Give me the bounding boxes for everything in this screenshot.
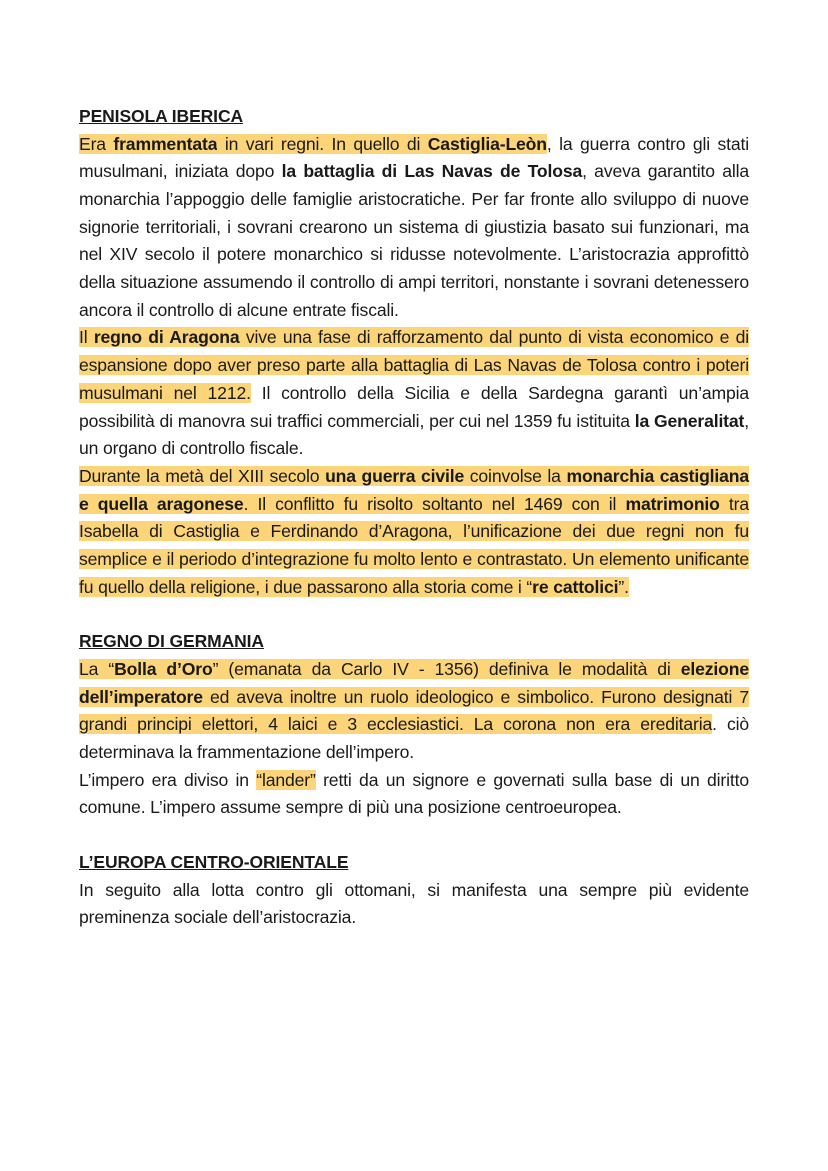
highlighted-text: coinvolse la <box>464 465 567 486</box>
paragraph <box>79 877 749 932</box>
highlighted-text: ed aveva inoltre un ruolo ideologico e simbolico. Furono designati 7 grandi principi elettori, 4 laici e 3 ecclesiastici. La corona non era ereditaria <box>79 686 749 735</box>
section <box>79 103 749 601</box>
text-run: , un organo di controllo fiscale. <box>79 410 749 459</box>
highlighted-text: Durante la metà del XIII secolo <box>79 465 326 486</box>
highlighted-text: ”. <box>618 576 629 597</box>
text-run: L’impero era diviso in <box>79 769 257 790</box>
bold-text: regno di Aragona <box>93 327 240 348</box>
highlighted-text: “lander” <box>256 769 316 790</box>
bold-text: la Generalitat <box>634 410 745 431</box>
highlighted-text <box>325 466 464 486</box>
highlighted-text <box>532 577 618 597</box>
bold-text: re cattolici <box>532 576 619 597</box>
text-run: . ciò determinava la frammentazione dell’impero. <box>79 714 749 763</box>
bold-text: una guerra civile <box>325 465 465 486</box>
text-run <box>282 161 582 181</box>
section-heading: REGNO DI GERMANIA <box>79 631 264 652</box>
text-run: retti da un signore e governati sulla base di un diritto comune. L’impero assume sempre di più una posizione centroeuropea. <box>79 769 749 818</box>
paragraph <box>79 463 749 602</box>
section-heading: PENISOLA IBERICA <box>79 106 244 126</box>
highlighted-text: vive una fase di rafforzamento dal punto di vista economico e di espansione dopo aver preso parte alla battaglia di Las Navas de Tolosa contro i poteri musulmani nel 1212. <box>79 327 749 403</box>
highlighted-text <box>428 134 547 154</box>
bold-text: Castiglia-Leòn <box>427 133 547 154</box>
bold-text: monarchia castigliana e quella aragonese <box>79 465 750 514</box>
paragraph <box>79 656 749 767</box>
bold-text: elezione dell’imperatore <box>79 658 750 707</box>
highlighted-text: ” (emanata da Carlo IV - 1356) definiva le modalità di <box>212 658 681 679</box>
highlighted-text <box>114 659 213 679</box>
highlighted-text <box>94 327 240 347</box>
bold-text: Bolla d’Oro <box>114 658 213 679</box>
section <box>79 849 749 932</box>
highlighted-text: Il <box>79 327 94 348</box>
highlighted-text: La “ <box>79 658 115 679</box>
section-heading: L’EUROPA CENTRO-ORIENTALE <box>79 852 349 873</box>
bold-text: la battaglia di Las Navas de Tolosa <box>281 161 583 182</box>
highlighted-text: . Il conflitto fu risolto soltanto nel 1469 con il <box>243 493 626 514</box>
paragraph <box>79 131 749 325</box>
highlighted-text <box>625 494 719 514</box>
bold-text: matrimonio <box>625 493 720 514</box>
paragraph <box>79 767 749 822</box>
highlighted-text <box>113 134 217 154</box>
text-run: , aveva garantito alla monarchia l’appoggio delle famiglie aristocratiche. Per far fronte allo sviluppo di nuove signorie territoriali, i sovrani crearono un sistema di giustizia basato sui funzionari, ma nel XIV secolo il potere monarchico si ridusse notevolmente. L’aristocrazia approfittò della situazione assumendo il controllo di ampi territori, nonstante i sovrani detenessero ancora il controllo di alcune entrate fiscali. <box>79 161 749 320</box>
highlighted-text: tra Isabella di Castiglia e Ferdinando d’Aragona, l’unificazione dei due regni non fu semplice e il periodo d’integrazione fu molto lento e contrastato. Un elemento unificante fu quello della religione, i due passarono alla storia come i “ <box>79 493 749 597</box>
highlighted-text: in vari regni. In quello di <box>217 133 428 154</box>
text-run: In seguito alla lotta contro gli ottomani, si manifesta una sempre più evidente preminenza sociale dell’aristocrazia. <box>79 879 749 928</box>
text-run: , la guerra contro gli stati musulmani, iniziata dopo <box>79 133 749 182</box>
highlighted-text: Era <box>79 133 114 154</box>
bold-text: frammentata <box>113 133 218 154</box>
text-run <box>635 411 745 431</box>
text-run: Il controllo della Sicilia e della Sardegna garantì un’ampia possibilità di manovra sui traffici commerciali, per cui nel 1359 fu istituita <box>79 382 749 431</box>
section <box>79 628 749 822</box>
paragraph <box>79 324 749 463</box>
